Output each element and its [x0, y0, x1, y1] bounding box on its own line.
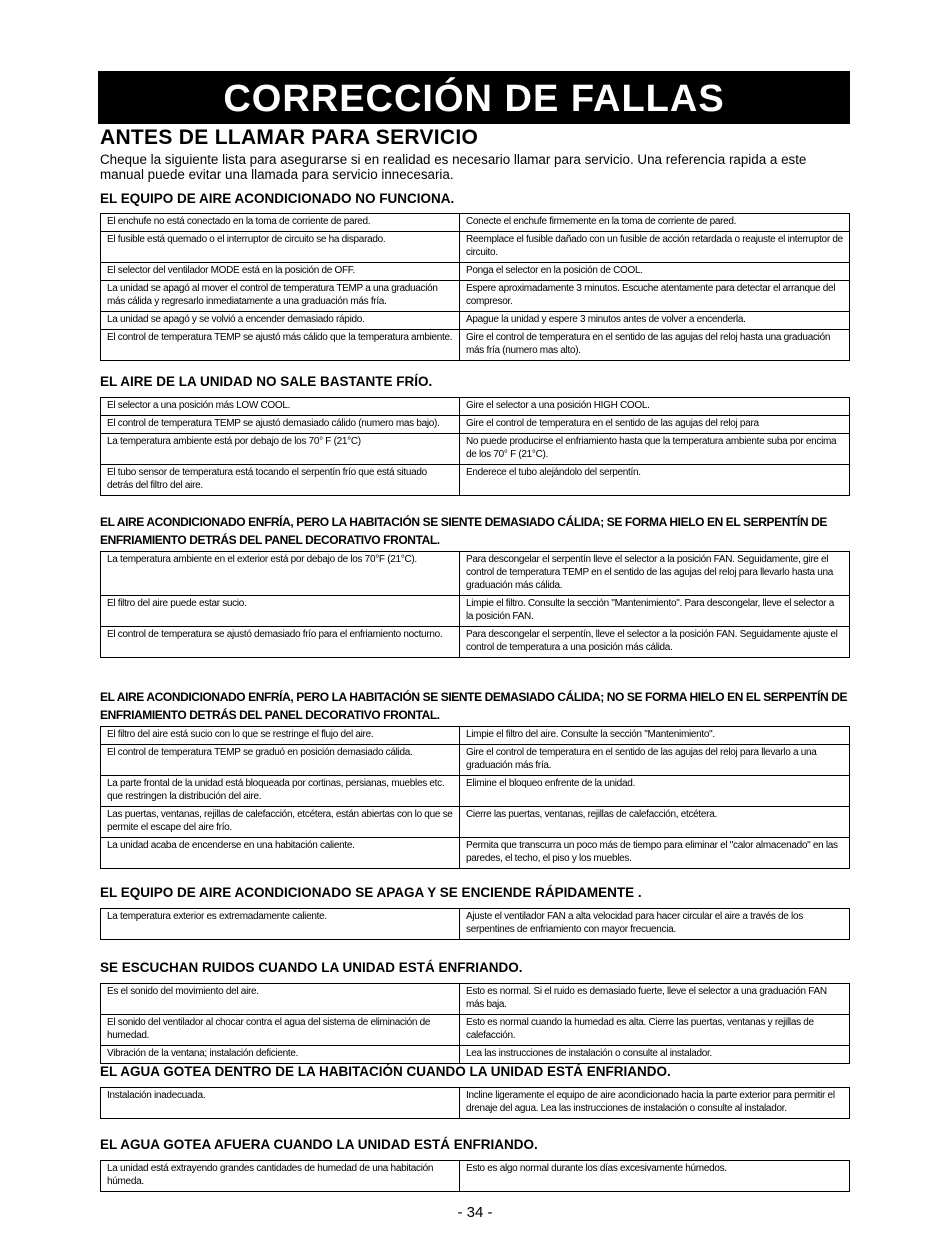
solution-cell: Lea las instrucciones de instalación o consulte al instalador.: [460, 1046, 850, 1064]
table-row: [101, 776, 850, 807]
cause-cell: La temperatura exterior es extremadamente caliente.: [101, 909, 460, 940]
table-row: [101, 281, 850, 312]
table-row: [101, 330, 850, 361]
table-row: [101, 596, 850, 627]
solution-cell: Gire el selector a una posición HIGH COOL.: [460, 398, 850, 416]
table-row: [101, 838, 850, 869]
solution-cell: Esto es normal cuando la humedad es alta. Cierre las puertas, ventanas y rejillas de calefacción.: [460, 1015, 850, 1046]
solution-cell: Limpie el filtro. Consulte la sección "Mantenimiento". Para descongelar, lleve el selector a la posición FAN.: [460, 596, 850, 627]
solution-cell: Limpie el filtro del aire. Consulte la sección "Mantenimiento".: [460, 727, 850, 745]
table-row: [101, 465, 850, 496]
troubleshooting-table: [100, 908, 850, 940]
solution-cell: Incline ligeramente el equipo de aire acondicionado hacia la parte exterior para permitir el drenaje del agua. Lea las instrucciones de instalación o consulte al instalador.: [460, 1088, 850, 1119]
section-heading: EL AGUA GOTEA DENTRO DE LA HABITACIÓN CUANDO LA UNIDAD ESTÁ ENFRIANDO.: [100, 1064, 671, 1079]
table-row: [101, 552, 850, 596]
cause-cell: La temperatura ambiente en el exterior está por debajo de los 70°F (21°C).: [101, 552, 460, 596]
section-heading: EL AIRE DE LA UNIDAD NO SALE BASTANTE FRÍO.: [100, 374, 433, 389]
troubleshooting-table: [100, 1087, 850, 1119]
table-row: [101, 909, 850, 940]
intro-text: Cheque la siguiente lista para asegurarse si en realidad es necesario llamar para servicio. Una referencia rapida a este manual puede evitar una llamada para servicio innecesaria.: [100, 152, 807, 182]
table-row: [101, 627, 850, 658]
page-banner: CORRECCIÓN DE FALLAS: [98, 71, 850, 124]
cause-cell: Es el sonido del movimiento del aire.: [101, 984, 460, 1015]
solution-cell: Ajuste el ventilador FAN a alta velocidad para hacer circular el aire a través de los serpentines de enfriamiento con mayor frecuencia.: [460, 909, 850, 940]
table-row: [101, 263, 850, 281]
cause-cell: Vibración de la ventana; instalación deficiente.: [101, 1046, 460, 1064]
cause-cell: La unidad está extrayendo grandes cantidades de humedad de una habitación húmeda.: [101, 1161, 460, 1192]
section-heading: EL AGUA GOTEA AFUERA CUANDO LA UNIDAD ESTÁ ENFRIANDO.: [100, 1137, 538, 1152]
cause-cell: El control de temperatura se ajustó demasiado frío para el enfriamiento nocturno.: [101, 627, 460, 658]
solution-cell: No puede producirse el enfriamiento hasta que la temperatura ambiente suba por encima de los 70° F (21°C).: [460, 434, 850, 465]
cause-cell: La parte frontal de la unidad está bloqueada por cortinas, persianas, muebles etc. que restringen la distribución del aire.: [101, 776, 460, 807]
table-row: [101, 416, 850, 434]
cause-cell: El fusible está quemado o el interruptor de circuito se ha disparado.: [101, 232, 460, 263]
section-heading: EL AIRE ACONDICIONADO ENFRÍA, PERO LA HABITACIÓN SE SIENTE DEMASIADO CÁLIDA; NO SE FORMA HIELO EN EL SERPENTÍN DE ENFRIAMIENTO DETRÁS DEL PANEL DECORATIVO FRONTAL.: [100, 690, 848, 722]
solution-cell: Para descongelar el serpentín lleve el selector a la posición FAN. Seguidamente, gire el control de temperatura TEMP en el sentido de las agujas del reloj para llevarlo hasta una graduación más cálida.: [460, 552, 850, 596]
cause-cell: El filtro del aire está sucio con lo que se restringe el flujo del aire.: [101, 727, 460, 745]
cause-cell: La temperatura ambiente está por debajo de los 70° F (21°C): [101, 434, 460, 465]
cause-cell: El filtro del aire puede estar sucio.: [101, 596, 460, 627]
cause-cell: El selector del ventilador MODE está en la posición de OFF.: [101, 263, 460, 281]
table-row: [101, 984, 850, 1015]
table-row: [101, 1015, 850, 1046]
cause-cell: El sonido del ventilador al chocar contra el agua del sistema de eliminación de humedad.: [101, 1015, 460, 1046]
solution-cell: Conecte el enchufe firmemente en la toma de corriente de pared.: [460, 214, 850, 232]
table-row: [101, 1046, 850, 1064]
cause-cell: El control de temperatura TEMP se graduó en posición demasiado cálida.: [101, 745, 460, 776]
troubleshooting-table: [100, 397, 850, 496]
section-heading: EL EQUIPO DE AIRE ACONDICIONADO NO FUNCIONA.: [100, 191, 455, 206]
table-row: [101, 398, 850, 416]
cause-cell: El control de temperatura TEMP se ajustó demasiado cálido (numero mas bajo).: [101, 416, 460, 434]
solution-cell: Permita que transcurra un poco más de tiempo para eliminar el "calor almacenado" en las paredes, el techo, el piso y los muebles.: [460, 838, 850, 869]
solution-cell: Elimine el bloqueo enfrente de la unidad.: [460, 776, 850, 807]
troubleshooting-table: [100, 551, 850, 658]
solution-cell: Gire el control de temperatura en el sentido de las agujas del reloj para: [460, 416, 850, 434]
table-row: [101, 232, 850, 263]
cause-cell: El tubo sensor de temperatura está tocando el serpentín frío que está situado detrás del filtro del aire.: [101, 465, 460, 496]
table-row: [101, 434, 850, 465]
table-row: [101, 1088, 850, 1119]
table-row: [101, 214, 850, 232]
solution-cell: Cierre las puertas, ventanas, rejillas de calefacción, etcétera.: [460, 807, 850, 838]
cause-cell: El enchufe no está conectado en la toma de corriente de pared.: [101, 214, 460, 232]
solution-cell: Gire el control de temperatura en el sentido de las agujas del reloj para llevarlo a una graduación más fría.: [460, 745, 850, 776]
table-row: [101, 727, 850, 745]
table-row: [101, 312, 850, 330]
solution-cell: Gire el control de temperatura en el sentido de las agujas del reloj hasta una graduación más fría (numero mas alto).: [460, 330, 850, 361]
cause-cell: El selector a una posición más LOW COOL.: [101, 398, 460, 416]
table-row: [101, 807, 850, 838]
troubleshooting-table: [100, 983, 850, 1064]
cause-cell: El control de temperatura TEMP se ajustó más cálido que la temperatura ambiente.: [101, 330, 460, 361]
troubleshooting-table: [100, 1160, 850, 1192]
section-heading: EL EQUIPO DE AIRE ACONDICIONADO SE APAGA Y SE ENCIENDE RÁPIDAMENTE .: [100, 885, 642, 900]
solution-cell: Apague la unidad y espere 3 minutos antes de volver a encenderla.: [460, 312, 850, 330]
solution-cell: Esto es algo normal durante los días excesivamente húmedos.: [460, 1161, 850, 1192]
solution-cell: Espere aproximadamente 3 minutos. Escuche atentamente para detectar el arranque del compresor.: [460, 281, 850, 312]
cause-cell: La unidad se apagó al mover el control de temperatura TEMP a una graduación más cálida y regresarlo inmediatamente a una graduación más fría.: [101, 281, 460, 312]
page-title: ANTES DE LLAMAR PARA SERVICIO: [100, 126, 479, 149]
section-heading: SE ESCUCHAN RUIDOS CUANDO LA UNIDAD ESTÁ ENFRIANDO.: [100, 960, 523, 975]
cause-cell: La unidad acaba de encenderse en una habitación caliente.: [101, 838, 460, 869]
solution-cell: Enderece el tubo alejándolo del serpentín.: [460, 465, 850, 496]
solution-cell: Ponga el selector en la posición de COOL.: [460, 263, 850, 281]
solution-cell: Esto es normal. Si el ruido es demasiado fuerte, lleve el selector a una graduación FAN más baja.: [460, 984, 850, 1015]
troubleshooting-table: [100, 726, 850, 869]
table-row: [101, 1161, 850, 1192]
page-number: - 34 -: [457, 1204, 493, 1221]
solution-cell: Reemplace el fusible dañado con un fusible de acción retardada o reajuste el interruptor de circuito.: [460, 232, 850, 263]
table-row: [101, 745, 850, 776]
section-heading: EL AIRE ACONDICIONADO ENFRÍA, PERO LA HABITACIÓN SE SIENTE DEMASIADO CÁLIDA; SE FORMA HIELO EN EL SERPENTÍN DE ENFRIAMIENTO DETRÁS DEL PANEL DECORATIVO FRONTAL.: [100, 515, 827, 547]
solution-cell: Para descongelar el serpentín, lleve el selector a la posición FAN. Seguidamente ajuste el control de temperatura a una posición más cálida.: [460, 627, 850, 658]
troubleshooting-table: [100, 213, 850, 361]
cause-cell: La unidad se apagó y se volvió a encender demasiado rápido.: [101, 312, 460, 330]
cause-cell: Instalación inadecuada.: [101, 1088, 460, 1119]
cause-cell: Las puertas, ventanas, rejillas de calefacción, etcétera, están abiertas con lo que se permite el escape del aire frío.: [101, 807, 460, 838]
